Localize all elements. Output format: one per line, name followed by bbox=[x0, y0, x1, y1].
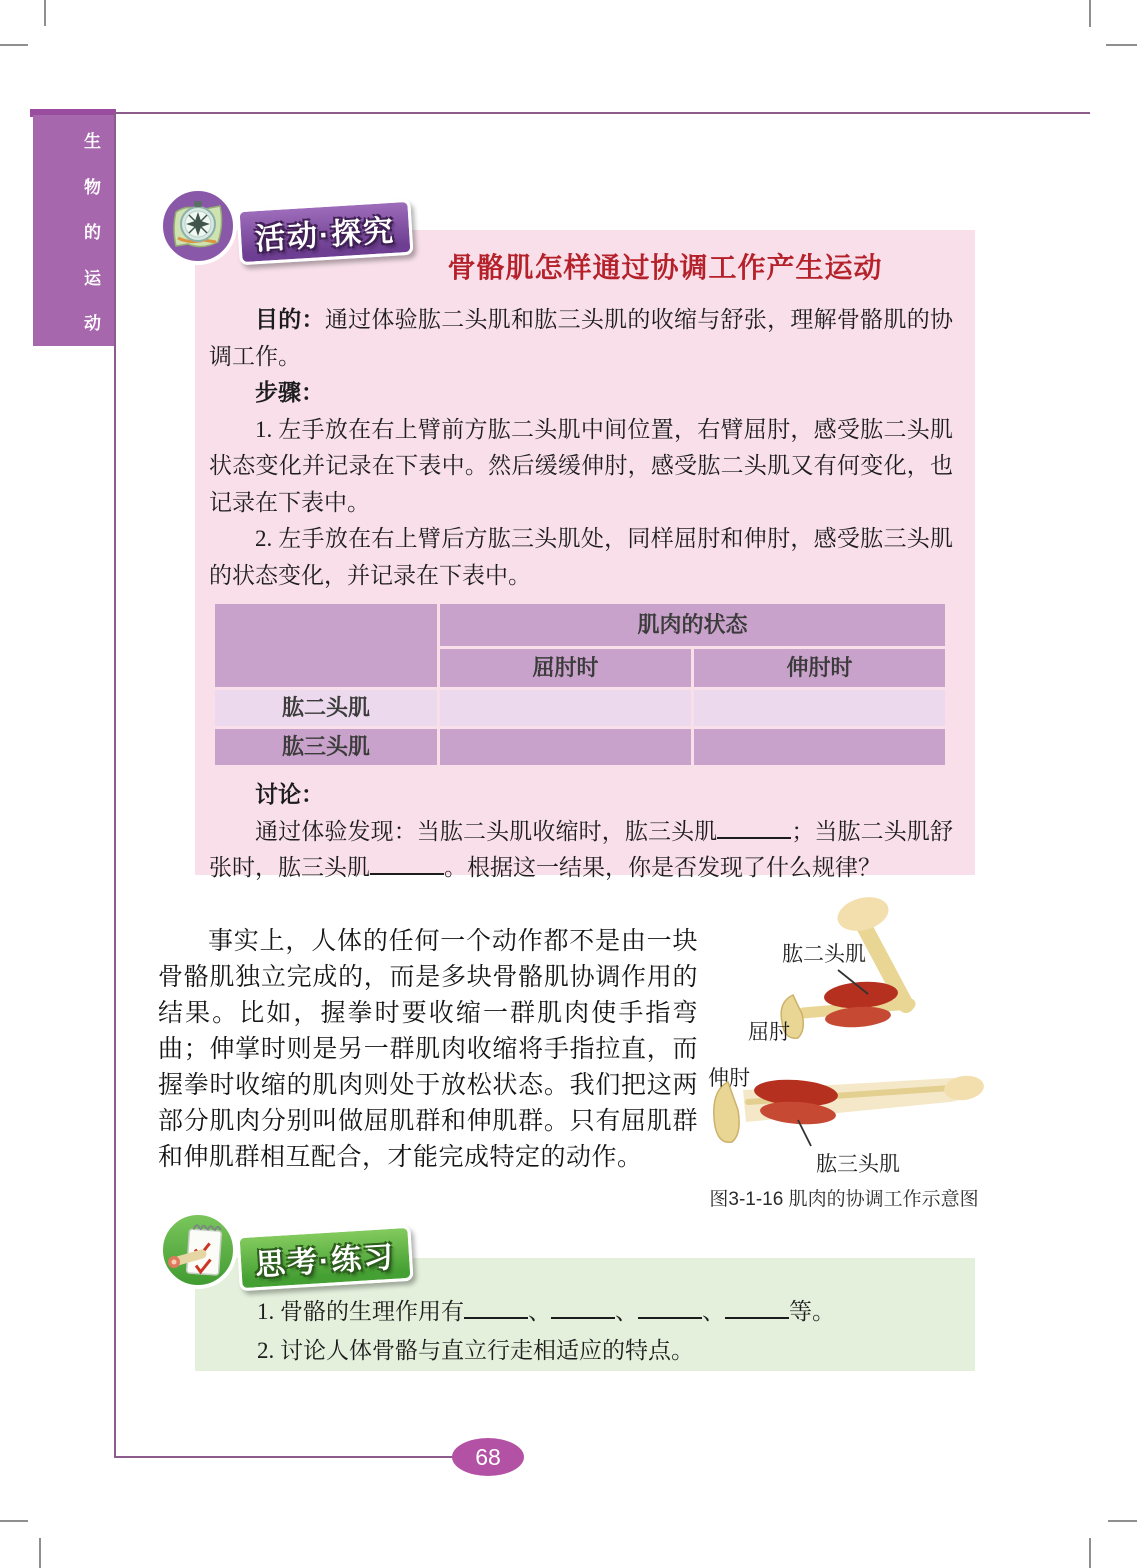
crop-mark bbox=[0, 1520, 28, 1522]
table-cell-empty bbox=[440, 690, 691, 726]
exercise-badge-banner: 思考·练习 bbox=[236, 1225, 413, 1292]
discussion-label-line bbox=[209, 777, 953, 814]
figure-label-flex: 屈肘 bbox=[748, 1020, 790, 1044]
table-cell-empty bbox=[440, 729, 691, 765]
discussion-text bbox=[209, 814, 953, 887]
muscle-state-table bbox=[215, 604, 945, 765]
crop-mark bbox=[44, 0, 46, 26]
crop-mark bbox=[39, 1538, 41, 1568]
frame-top-rule bbox=[115, 112, 1090, 114]
fill-in-blank bbox=[370, 853, 444, 875]
activity-purpose bbox=[209, 302, 953, 375]
exercise-badge bbox=[158, 1210, 398, 1295]
activity-section bbox=[195, 230, 975, 880]
discussion-part-1: 通过体验发现：当肱二头肌收缩时，肱三头肌 bbox=[255, 818, 718, 844]
arm-illustration bbox=[698, 890, 990, 1180]
purpose-text: 通过体验肱二头肌和肱三头肌的收缩与舒张，理解骨骼肌的协调工作。 bbox=[209, 307, 954, 369]
activity-steps-label bbox=[209, 375, 953, 412]
activity-badge bbox=[158, 186, 398, 268]
crop-mark bbox=[1089, 1538, 1091, 1568]
crop-mark bbox=[1089, 0, 1091, 27]
table-row-label: 肱二头肌 bbox=[215, 690, 437, 726]
discussion-part-2: ；当肱二头肌舒张时，肱三头肌 bbox=[209, 818, 954, 880]
fill-in-blank bbox=[717, 817, 791, 839]
page-number bbox=[452, 1438, 524, 1476]
separator: 、 bbox=[702, 1299, 725, 1324]
crop-mark bbox=[0, 44, 28, 46]
fill-in-blank bbox=[725, 1299, 789, 1319]
sidebar-chapter-tab bbox=[33, 115, 114, 346]
table-cell-empty bbox=[694, 729, 945, 765]
muscle-figure bbox=[698, 890, 990, 1225]
exercise-item-1 bbox=[257, 1292, 945, 1331]
sidebar-char: 物 bbox=[84, 177, 101, 197]
figure-caption: 图3-1-16 肌肉的协调工作示意图 bbox=[709, 1189, 979, 1210]
table-col-header-extend: 伸肘时 bbox=[694, 649, 945, 687]
compass-icon bbox=[158, 186, 238, 266]
fill-in-blank bbox=[551, 1299, 615, 1319]
table-group-header: 肌肉的状态 bbox=[440, 604, 945, 646]
table-cell-empty bbox=[694, 690, 945, 726]
discussion-label: 讨论： bbox=[255, 782, 324, 807]
fill-in-blank bbox=[464, 1299, 528, 1319]
exercise-1-text: 1. 骨骼的生理作用有 bbox=[257, 1299, 464, 1324]
crop-mark bbox=[1106, 44, 1137, 46]
figure-label-triceps: 肱三头肌 bbox=[816, 1152, 900, 1176]
activity-title: 骨骼肌怎样通过协调工作产生运动 bbox=[447, 252, 883, 283]
figure-label-extend: 伸肘 bbox=[708, 1066, 750, 1090]
discussion-part-3: 。根据这一结果，你是否发现了什么规律？ bbox=[444, 855, 881, 880]
sidebar-char: 动 bbox=[84, 314, 101, 333]
sidebar-char: 的 bbox=[84, 223, 101, 242]
purpose-label: 目的： bbox=[255, 307, 325, 332]
separator: 、 bbox=[528, 1299, 551, 1324]
page-number-text: 68 bbox=[475, 1443, 501, 1470]
activity-badge-banner: 活动·探究 bbox=[236, 199, 413, 266]
exercise-item-2: 2. 讨论人体骨骼与直立行走相适应的特点。 bbox=[257, 1338, 694, 1363]
figure-label-biceps: 肱二头肌 bbox=[782, 942, 866, 966]
body-paragraph: 事实上，人体的任何一个动作都不是由一块骨骼肌独立完成的，而是多块骨骼肌协调作用的结果。比如，握拳时要收缩一群肌肉使手指弯曲；伸掌时则是另一群肌肉收缩将手指拉直，而握拳时收缩的肌肉则处于放松状态。我们把这两部分肌肉分别叫做屈肌群和伸肌群。只有屈肌群和伸肌群相互配合，才能完成特定的动作。 bbox=[158, 928, 698, 1171]
frame-bottom-rule bbox=[114, 1456, 460, 1458]
activity-step-1: 1. 左手放在右上臂前方肱二头肌中间位置，右臂屈肘，感受肱二头肌状态变化并记录在下表中。然后缓缓伸肘，感受肱二头肌又有何变化，也记录在下表中。 bbox=[209, 416, 953, 515]
table-corner-cell bbox=[215, 604, 437, 687]
sidebar-char: 生 bbox=[84, 132, 101, 151]
table-col-header-flex: 屈肘时 bbox=[440, 649, 691, 687]
notepad-pencil-icon bbox=[158, 1210, 238, 1290]
crop-mark bbox=[1108, 1520, 1137, 1522]
fill-in-blank bbox=[638, 1299, 702, 1319]
activity-step-2: 2. 左手放在右上臂后方肱三头肌处，同样屈肘和伸肘，感受肱三头肌的状态变化，并记录在下表中。 bbox=[209, 526, 953, 588]
separator: 、 bbox=[615, 1299, 638, 1324]
steps-label: 步骤： bbox=[255, 380, 324, 405]
exercise-1-end: 等。 bbox=[789, 1299, 835, 1324]
table-row-label: 肱三头肌 bbox=[215, 729, 437, 765]
sidebar-char: 运 bbox=[84, 268, 101, 288]
